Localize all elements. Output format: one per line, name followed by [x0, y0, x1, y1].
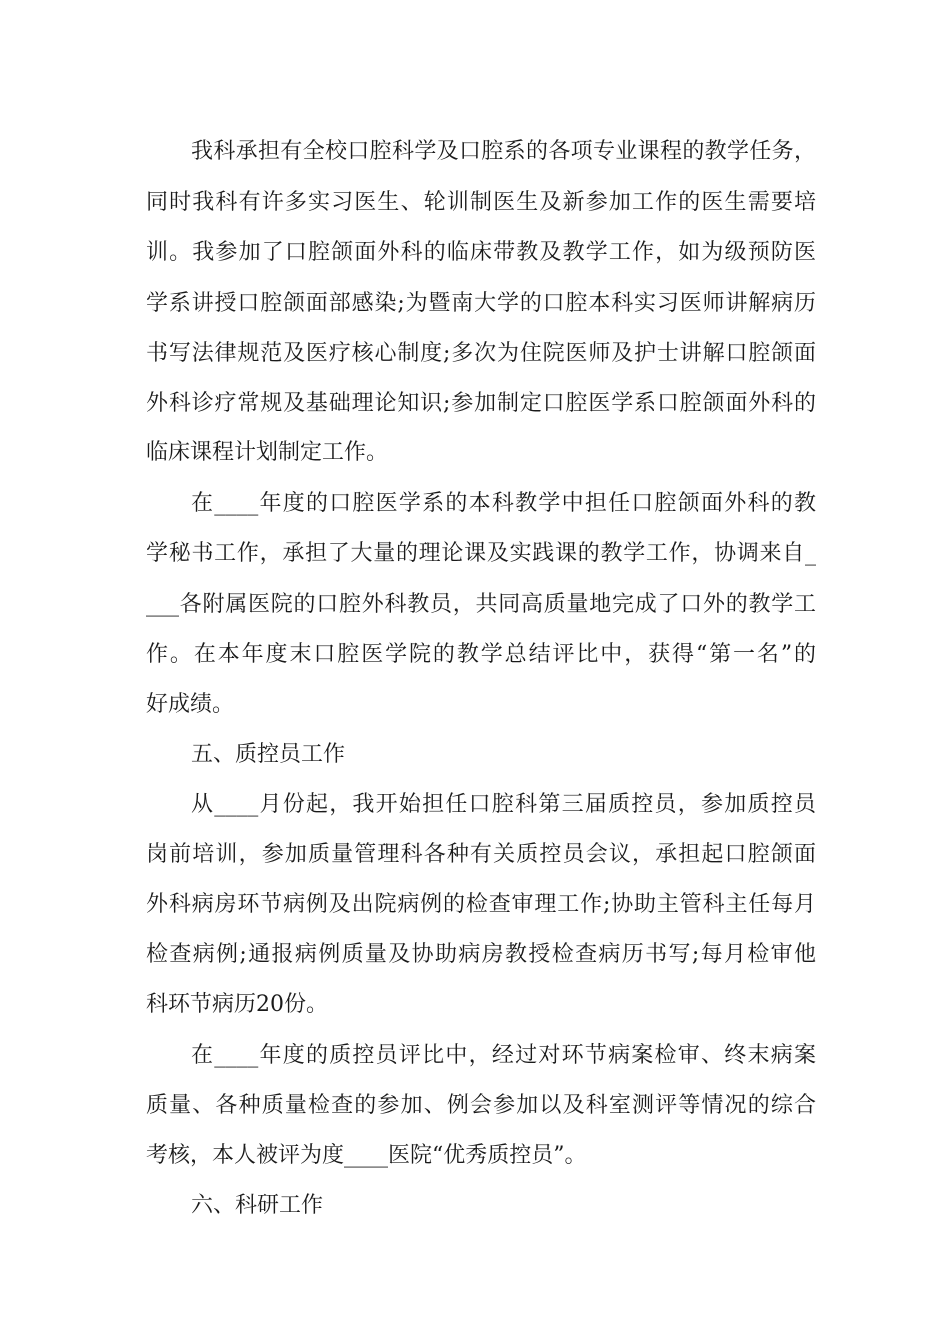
paragraph-1-line-7: 临床课程计划制定工作。: [146, 440, 389, 465]
paragraph-1-line-4: 学系讲授口腔颌面部感染;为暨南大学的口腔本科实习医师讲解病历: [146, 291, 816, 316]
paragraph-2-line-4: 作。在本年度末口腔医学院的教学总结评比中，获得“第一名”的: [146, 642, 816, 667]
paragraph-4-line-2: 质量、各种质量检查的参加、例会参加以及科室测评等情况的综合: [146, 1093, 816, 1118]
paragraph-4-line-3: 考核，本人被评为度____医院“优秀质控员”。: [146, 1143, 587, 1168]
paragraph-2-line-5: 好成绩。: [146, 692, 235, 717]
paragraph-3-line-5: 科环节病历20份。: [146, 992, 328, 1017]
paragraph-2-line-3: ___各附属医院的口腔外科教员，共同高质量地完成了口外的教学工: [146, 592, 816, 617]
paragraph-4-line-1: 在____年度的质控员评比中，经过对环节病案检审、终末病案: [191, 1043, 816, 1068]
paragraph-3-line-4: 检查病例;通报病例质量及协助病房教授检查病历书写;每月检审他: [146, 942, 816, 967]
section-heading-research: 六、科研工作: [191, 1193, 324, 1218]
paragraph-2-line-2: 学秘书工作，承担了大量的理论课及实践课的教学工作，协调来自_: [146, 541, 816, 566]
paragraph-3-line-2: 岗前培训，参加质量管理科各种有关质控员会议，承担起口腔颌面: [146, 842, 816, 867]
paragraph-1-line-2: 同时我科有许多实习医生、轮训制医生及新参加工作的医生需要培: [146, 190, 816, 215]
paragraph-1-line-3: 训。我参加了口腔颌面外科的临床带教及教学工作，如为级预防医: [146, 240, 816, 265]
paragraph-1-line-1: 我科承担有全校口腔科学及口腔系的各项专业课程的教学任务，: [191, 139, 816, 164]
paragraph-2-line-1: 在____年度的口腔医学系的本科教学中担任口腔颌面外科的教: [191, 491, 816, 516]
paragraph-3-line-3: 外科病房环节病例及出院病例的检查审理工作;协助主管科主任每月: [146, 892, 816, 917]
paragraph-3-line-1: 从____月份起，我开始担任口腔科第三届质控员，参加质控员: [191, 792, 816, 817]
paragraph-1-line-5: 书写法律规范及医疗核心制度;多次为住院医师及护士讲解口腔颌面: [146, 341, 816, 366]
paragraph-1-line-6: 外科诊疗常规及基础理论知识;参加制定口腔医学系口腔颌面外科的: [146, 391, 816, 416]
section-heading-quality-control: 五、质控员工作: [191, 742, 346, 767]
